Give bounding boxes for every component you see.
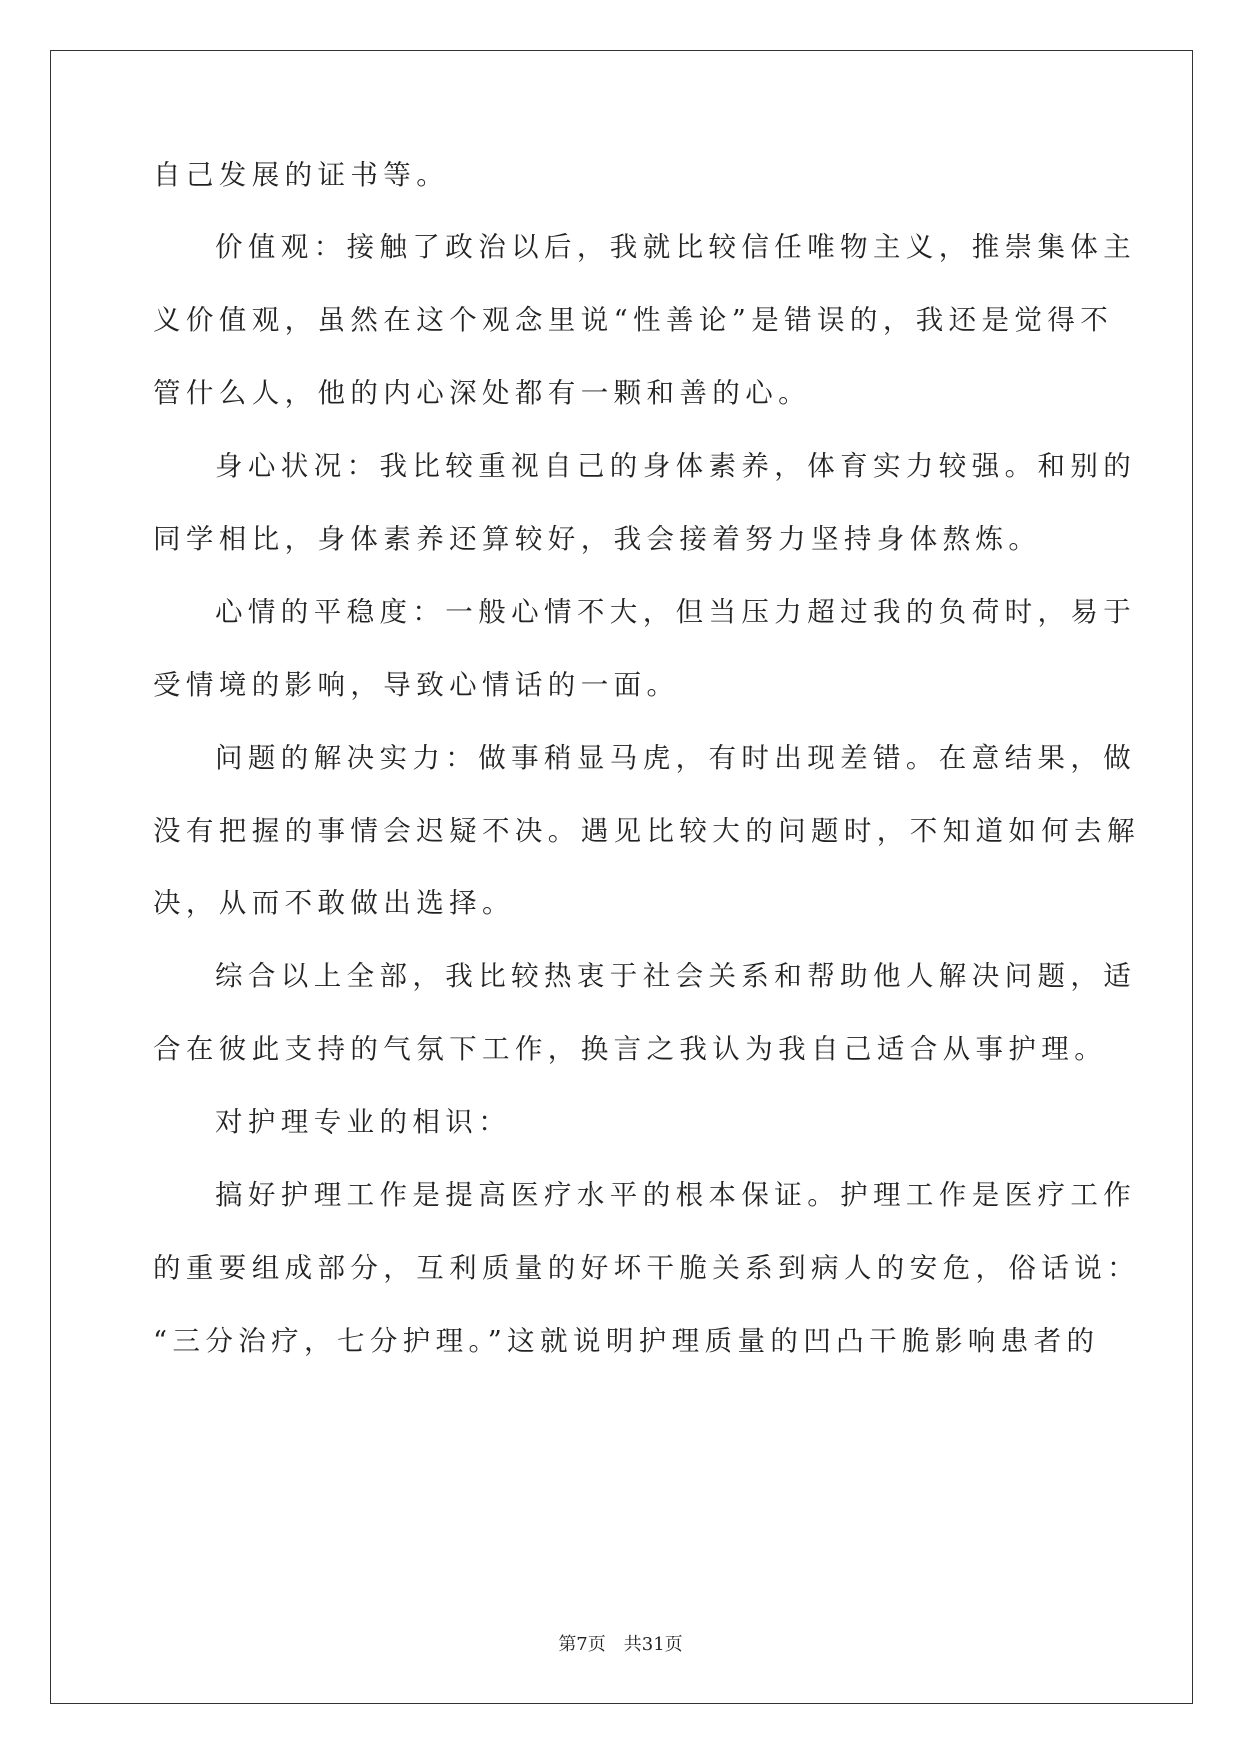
text-line: 身心状况：我比较重视自己的身体素养，体育实力较强。和别的 xyxy=(215,450,1137,482)
page-border xyxy=(50,50,1193,1704)
text-line: 的重要组成部分，互利质量的好坏干脆关系到病人的安危，俗话说： xyxy=(153,1252,1140,1284)
text-line: 合在彼此支持的气氛下工作，换言之我认为我自己适合从事护理。 xyxy=(153,1033,1108,1065)
text-line: 心情的平稳度：一般心情不大，但当压力超过我的负荷时，易于 xyxy=(215,596,1137,628)
text-line: 对护理专业的相识： xyxy=(215,1106,512,1138)
text-line: 搞好护理工作是提高医疗水平的根本保证。护理工作是医疗工作 xyxy=(215,1179,1137,1211)
text-line: 义价值观，虽然在这个观念里说“性善论”是错误的，我还是觉得不 xyxy=(153,304,1114,336)
text-line: 受情境的影响，导致心情话的一面。 xyxy=(153,669,680,701)
text-line: 同学相比，身体素养还算较好，我会接着努力坚持身体熬炼。 xyxy=(153,523,1042,555)
text-line: “三分治疗，七分护理。”这就说明护理质量的凹凸干脆影响患者的 xyxy=(153,1325,1100,1357)
text-line: 综合以上全部，我比较热衷于社会关系和帮助他人解决问题，适 xyxy=(215,960,1137,992)
text-line: 决，从而不敢做出选择。 xyxy=(153,887,515,919)
text-line: 管什么人，他的内心深处都有一颗和善的心。 xyxy=(153,377,811,409)
text-line: 价值观：接触了政治以后，我就比较信任唯物主义，推崇集体主 xyxy=(215,231,1137,263)
text-line: 问题的解决实力：做事稍显马虎，有时出现差错。在意结果，做 xyxy=(215,742,1137,774)
text-line: 自己发展的证书等。 xyxy=(153,159,450,191)
page-number-footer: 第7页 共31页 xyxy=(558,1634,683,1655)
text-line: 没有把握的事情会迟疑不决。遇见比较大的问题时，不知道如何去解 xyxy=(153,815,1140,847)
